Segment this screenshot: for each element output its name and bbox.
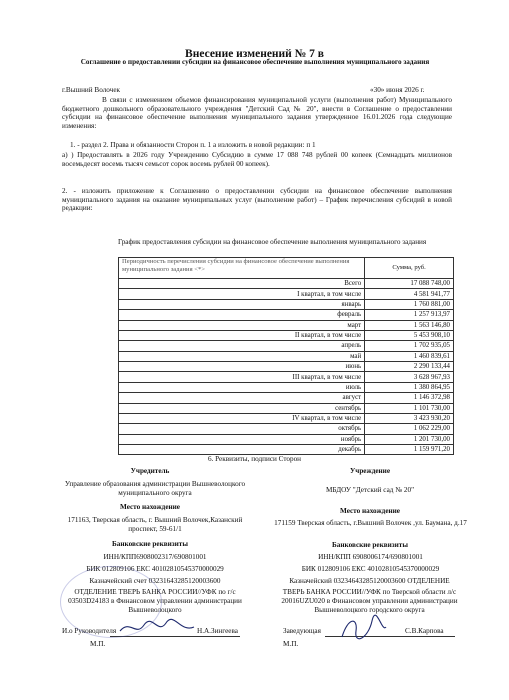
institution-location-heading: Место нахождение xyxy=(340,507,400,515)
schedule-header-row xyxy=(119,258,454,279)
schedule-row xyxy=(119,372,454,382)
schedule-row xyxy=(119,320,454,330)
schedule-sum: 2 290 133,44 xyxy=(365,362,454,372)
schedule-period: апрель xyxy=(119,341,365,351)
founder-inn: ИНН/КПП6908002317/690801001 xyxy=(103,553,207,561)
institution-sign-name: С.В.Карпова xyxy=(405,627,444,635)
schedule-period: IV квартал, в том числе xyxy=(119,413,365,423)
schedule-sum: 1 062 229,00 xyxy=(365,424,454,434)
schedule-row xyxy=(119,289,454,299)
founder-bank: ОТДЕЛЕНИЕ ТВЕРЬ БАНКА РОССИИ//УФК по г/с 03503D24183 в Финансовом управлении администрации Вышневолоцкого xyxy=(68,588,242,615)
schedule-period: декабрь xyxy=(119,445,365,455)
schedule-period: май xyxy=(119,351,365,361)
schedule-sum: 4 581 941,77 xyxy=(365,289,454,299)
schedule-sum: 3 423 930,20 xyxy=(365,413,454,423)
schedule-sum: 5 453 908,10 xyxy=(365,330,454,340)
item-1: 1. - раздел 2. Права и обязанности Сторон п. 1 а изложить в новой редакции: п 1 xyxy=(70,141,316,149)
institution-bank: ТВЕРЬ БАНКА РОССИИ//УФК по Тверской области л/с 20016UZU020 в Финансовом управлении администрации Вышневолоцкого городского округа xyxy=(281,588,458,615)
schedule-sum: 1 257 913,97 xyxy=(365,310,454,320)
schedule-sum: 1 146 372,98 xyxy=(365,393,454,403)
schedule-period: март xyxy=(119,320,365,330)
schedule-sum: 1 760 881,00 xyxy=(365,299,454,309)
schedule-row xyxy=(119,330,454,340)
institution-mp: М.П. xyxy=(283,640,299,648)
schedule-period: июль xyxy=(119,382,365,392)
schedule-row xyxy=(119,310,454,320)
schedule-period: II квартал, в том числе xyxy=(119,330,365,340)
schedule-period: ноябрь xyxy=(119,434,365,444)
institution-bank-heading: Банковские реквизиты xyxy=(332,541,408,549)
institution-role: Учреждение xyxy=(349,467,391,475)
schedule-row xyxy=(119,413,454,423)
schedule-row xyxy=(119,445,454,455)
schedule-sum: 1 380 864,95 xyxy=(365,382,454,392)
founder-sign-title: И.о Руководителя xyxy=(62,627,117,635)
schedule-sum: 3 628 967,93 xyxy=(365,372,454,382)
document-subtitle: Соглашение о предоставлении субсидии на финансовое обеспечение выполнения муниципального задания xyxy=(80,58,430,66)
schedule-caption: График предоставления субсидии на финансовое обеспечение выполнения муниципального задания xyxy=(118,238,427,246)
schedule-period: февраль xyxy=(119,310,365,320)
schedule-sum: 1 201 730,00 xyxy=(365,434,454,444)
schedule-row xyxy=(119,341,454,351)
founder-bik: БИК 012809106 ЕКС 40102810545370000029 xyxy=(86,565,224,573)
schedule-sum: 1 101 730,00 xyxy=(365,403,454,413)
schedule-row xyxy=(119,299,454,309)
schedule-row xyxy=(119,393,454,403)
institution-address: 171159 Тверская область, г.Вышний Волочек ,ул. Баумана, д.17 xyxy=(274,519,467,527)
schedule-sum: 17 088 748,00 xyxy=(365,279,454,289)
city: г.Вышний Волочек xyxy=(62,86,121,94)
date: «30» июня 2026 г. xyxy=(370,86,425,94)
founder-mp: М.П. xyxy=(90,640,106,648)
schedule-table xyxy=(118,257,454,455)
schedule-row xyxy=(119,424,454,434)
schedule-period: июнь xyxy=(119,362,365,372)
schedule-sum: 1 563 146,80 xyxy=(365,320,454,330)
schedule-row xyxy=(119,382,454,392)
document-title: Внесение изменений № 7 в xyxy=(185,48,324,60)
institution-signature xyxy=(338,613,388,643)
schedule-header-period: Периодичность перечисления субсидии на финансовое обеспечение выполнения муниципального задания <*> xyxy=(119,258,365,279)
schedule-sum: 1 460 839,61 xyxy=(365,351,454,361)
requisites-heading: 6. Реквизиты, подписи Сторон xyxy=(207,455,302,463)
institution-bik: БИК 012809106 ЕКС 40102810545370000029 xyxy=(301,565,440,573)
schedule-period: I квартал, в том числе xyxy=(119,289,365,299)
schedule-row xyxy=(119,403,454,413)
founder-name: Управление образования администрации Вышневолоцкого муниципального округа xyxy=(64,480,246,498)
schedule-header-sum: Сумма, руб. xyxy=(365,258,454,279)
schedule-period: январь xyxy=(119,299,365,309)
schedule-period: Всего xyxy=(119,279,365,289)
schedule-row xyxy=(119,362,454,372)
schedule-period: сентябрь xyxy=(119,403,365,413)
founder-location-heading: Место нахождение xyxy=(120,503,180,511)
founder-signature xyxy=(118,617,198,639)
schedule-sum: 1 702 935,05 xyxy=(365,341,454,351)
intro-paragraph: В связи с изменением объемов финансирования муниципальной услуги (выполнения работ) Муниципального бюджетного дошкольного образовательного учреждения "Детский Сад № 20", внести в Соглашение о предоставлении субсидии на финансовое обеспечение выполнения муниципального задания утвержденное 16.01.2026 года следующие изменения: xyxy=(62,96,452,130)
schedule-row xyxy=(119,279,454,289)
institution-sign-title: Заведующая xyxy=(283,627,321,635)
institution-account: Казначейский 03234643285120003600 ОТДЕЛЕНИЕ xyxy=(289,577,450,585)
institution-inn: ИНН/КПП 6908006174/690801001 xyxy=(318,553,423,561)
item-1a: а) ) Предоставлять в 2026 году Учреждению Субсидию в сумме 17 088 748 рублей 00 копеек (Семнадцать миллионов восемьдесят восемь тысяч семьсот сорок восемь рублей 00 копеек). xyxy=(62,151,452,168)
item-2: 2. - изложить приложение к Соглашению о предоставлении субсидии на финансовое обеспечение выполнения муниципального задания на оказание муниципальных услуг (выполнение работ) – График перечисления субсидий в новой редакции: xyxy=(62,187,452,213)
schedule-period: август xyxy=(119,393,365,403)
institution-name: МБДОУ "Детский сад № 20" xyxy=(325,486,415,494)
schedule-row xyxy=(119,434,454,444)
founder-account: Казначейский счет 03231643285120003600 xyxy=(89,577,221,585)
schedule-period: III квартал, в том числе xyxy=(119,372,365,382)
founder-bank-heading: Банковские реквизиты xyxy=(112,540,188,548)
founder-role: Учредитель xyxy=(130,467,170,475)
schedule-period: октябрь xyxy=(119,424,365,434)
schedule-row xyxy=(119,351,454,361)
schedule-sum: 1 159 971,20 xyxy=(365,445,454,455)
founder-sign-name: Н.А.Зингеева xyxy=(197,627,238,635)
founder-address: 171163, Тверская область, г. Вышний Волочек,Казанский проспект, 59-61/1 xyxy=(67,516,243,534)
